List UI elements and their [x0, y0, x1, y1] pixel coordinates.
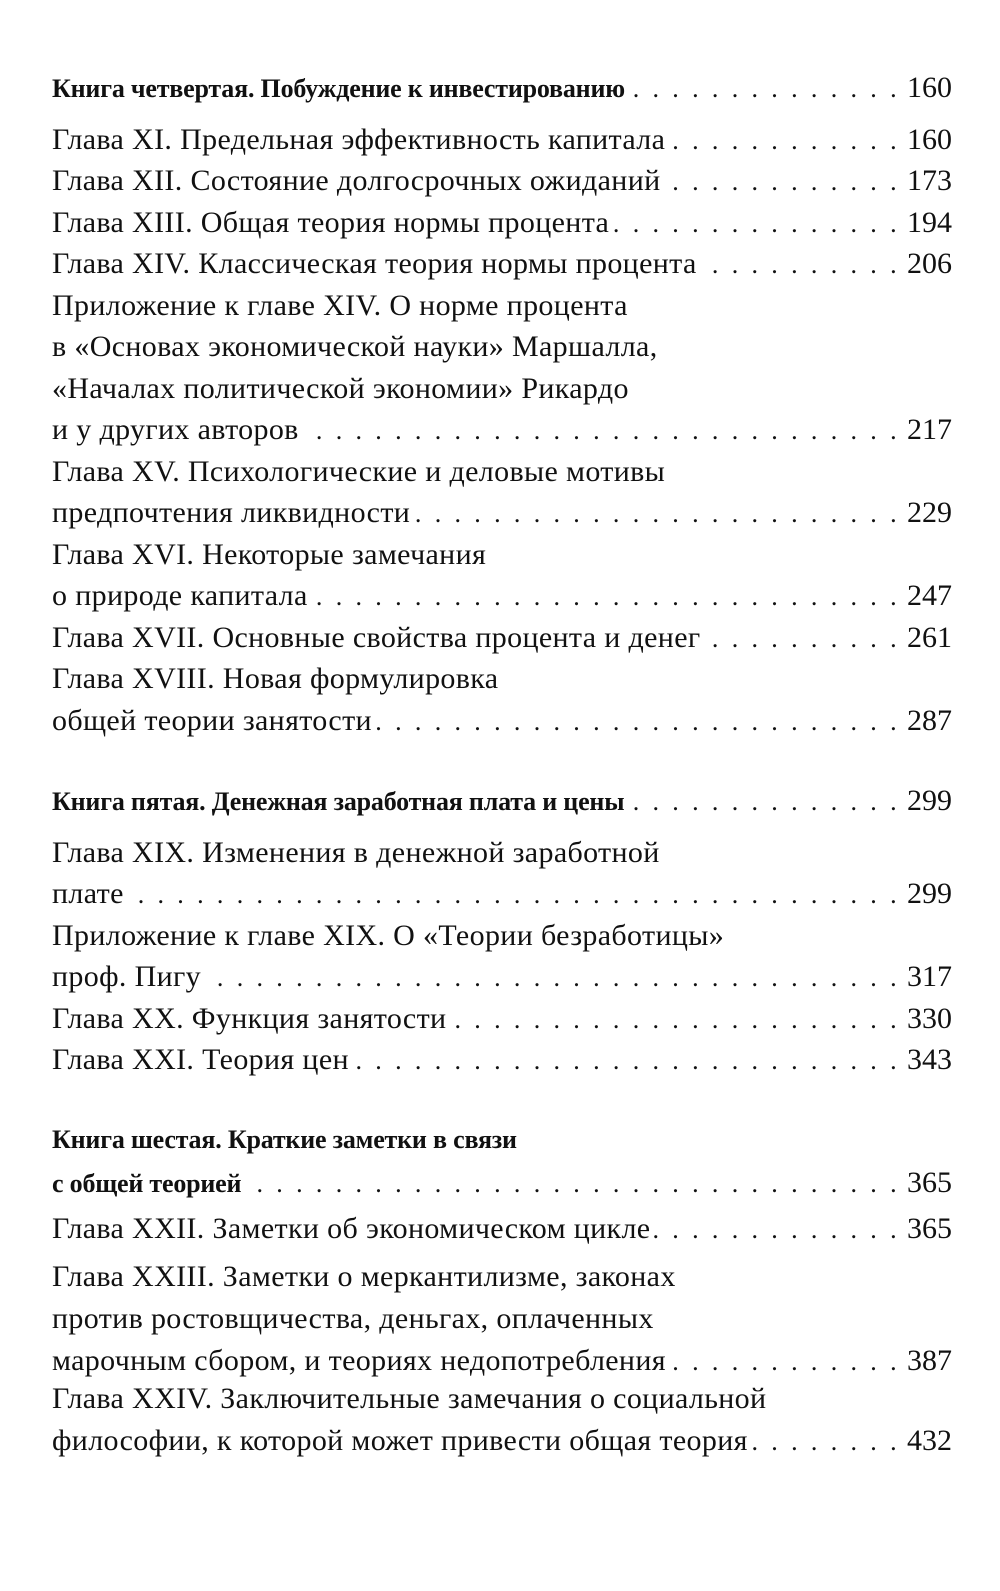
dot-leader — [128, 882, 900, 908]
toc-entry[interactable] — [52, 706, 952, 736]
page-number: 365 — [907, 1212, 952, 1245]
book-title: Книга пятая. Денежная заработная плата и цены — [52, 787, 625, 816]
toc-entry-line[interactable] — [52, 1304, 952, 1334]
toc-book-heading-line[interactable] — [52, 1127, 952, 1153]
entry-title: марочным сбором, и теориях недопотребления — [52, 1344, 666, 1377]
toc-entry-line[interactable] — [52, 291, 952, 321]
toc-entry[interactable] — [52, 1426, 952, 1456]
page-number: 365 — [907, 1166, 952, 1199]
toc-entry[interactable] — [52, 415, 952, 445]
book-title: Книга четвертая. Побуждение к инвестированию — [52, 74, 625, 103]
dot-leader — [629, 76, 900, 102]
entry-title: Глава XVIII. Новая формулировка — [52, 662, 499, 695]
dot-leader — [669, 128, 900, 154]
dot-leader — [654, 1217, 900, 1243]
toc-entry[interactable] — [52, 125, 952, 155]
dot-leader — [628, 789, 900, 815]
entry-title: Глава XIV. Классическая теория нормы процента — [52, 247, 697, 280]
book-title: Книга шестая. Краткие заметки в связи — [52, 1125, 517, 1154]
entry-title: Глава XIII. Общая теория нормы процента — [52, 206, 610, 239]
dot-leader — [376, 709, 900, 735]
entry-title: плате — [52, 877, 124, 910]
entry-title: предпочтения ликвидности — [52, 496, 411, 529]
entry-title: Глава XII. Состояние долгосрочных ожиданий — [52, 164, 661, 197]
entry-title: Глава XXIV. Заключительные замечания о социальной — [52, 1382, 767, 1415]
entry-title: проф. Пигу — [52, 960, 202, 993]
entry-title: Глава XXI. Теория цен — [52, 1043, 349, 1076]
toc-entry[interactable] — [52, 1214, 952, 1244]
dot-leader — [701, 252, 900, 278]
toc-entry[interactable] — [52, 623, 952, 653]
page-number: 261 — [907, 621, 952, 654]
toc-entry[interactable] — [52, 166, 952, 196]
page-number: 229 — [907, 496, 952, 529]
toc-entry-line[interactable] — [52, 457, 952, 487]
page-number: 217 — [907, 413, 952, 446]
toc-book-heading[interactable] — [52, 786, 952, 816]
toc-entry-line[interactable] — [52, 540, 952, 570]
page-number: 330 — [907, 1002, 952, 1035]
page-number: 194 — [907, 206, 952, 239]
page-number: 160 — [907, 71, 952, 104]
toc-entry[interactable] — [52, 249, 952, 279]
entry-title: общей теории занятости — [52, 704, 372, 737]
dot-leader — [353, 1048, 900, 1074]
dot-leader — [414, 501, 900, 527]
toc-entry[interactable] — [52, 581, 952, 611]
page-number: 432 — [907, 1424, 952, 1457]
toc-entry-line[interactable] — [52, 838, 952, 868]
entry-title: Приложение к главе XIX. О «Теории безработицы» — [52, 919, 725, 952]
page-number: 173 — [907, 164, 952, 197]
dot-leader — [303, 418, 900, 444]
entry-title: философии, к которой может привести общая теория — [52, 1424, 748, 1457]
entry-title: Приложение к главе XIV. О норме процента — [52, 289, 628, 322]
toc-entry-line[interactable] — [52, 664, 952, 694]
toc-book-heading[interactable] — [52, 73, 952, 103]
page-number: 206 — [907, 247, 952, 280]
page-number: 317 — [907, 960, 952, 993]
entry-title: Глава XV. Психологические и деловые мотивы — [52, 455, 666, 488]
entry-title: Глава XXII. Заметки об экономическом цикле — [52, 1212, 651, 1245]
toc-entry-line[interactable] — [52, 1262, 952, 1292]
entry-title: о природе капитала — [52, 579, 308, 612]
toc-entry[interactable] — [52, 962, 952, 992]
entry-title: против ростовщичества, деньгах, оплаченных — [52, 1302, 654, 1335]
dot-leader — [752, 1429, 900, 1455]
page-number: 343 — [907, 1043, 952, 1076]
toc-entry[interactable] — [52, 1004, 952, 1034]
page-number: 299 — [907, 784, 952, 817]
toc-entry-line[interactable] — [52, 921, 952, 951]
dot-leader — [450, 1007, 900, 1033]
toc-entry-line[interactable] — [52, 374, 952, 404]
entry-title: и у других авторов — [52, 413, 299, 446]
dot-leader — [245, 1171, 900, 1197]
toc-entry[interactable] — [52, 208, 952, 238]
book-title: с общей теорией — [52, 1169, 242, 1198]
entry-title: Глава XVII. Основные свойства процента и денег — [52, 621, 701, 654]
entry-title: Глава XIX. Изменения в денежной заработной — [52, 836, 660, 869]
dot-leader — [312, 584, 900, 610]
dot-leader — [613, 211, 900, 237]
page-number: 299 — [907, 877, 952, 910]
toc-entry-line[interactable] — [52, 332, 952, 362]
toc-book-heading[interactable] — [52, 1168, 952, 1198]
toc-entry[interactable] — [52, 498, 952, 528]
entry-title: Глава XVI. Некоторые замечания — [52, 538, 487, 571]
page-number: 387 — [907, 1344, 952, 1377]
toc-entry[interactable] — [52, 1346, 952, 1376]
entry-title: в «Основах экономической науки» Маршалла, — [52, 330, 658, 363]
entry-title: Глава XI. Предельная эффективность капитала — [52, 123, 666, 156]
dot-leader — [665, 169, 900, 195]
entry-title: «Началах политической экономии» Рикардо — [52, 372, 629, 405]
page-number: 247 — [907, 579, 952, 612]
dot-leader — [705, 626, 900, 652]
toc-entry[interactable] — [52, 879, 952, 909]
entry-title: Глава XXIII. Заметки о меркантилизме, законах — [52, 1260, 676, 1293]
dot-leader — [670, 1349, 900, 1375]
page-number: 160 — [907, 123, 952, 156]
toc-entry[interactable] — [52, 1045, 952, 1075]
page-number: 287 — [907, 704, 952, 737]
entry-title: Глава XX. Функция занятости — [52, 1002, 447, 1035]
toc-entry-line[interactable] — [52, 1384, 952, 1414]
dot-leader — [205, 965, 900, 991]
